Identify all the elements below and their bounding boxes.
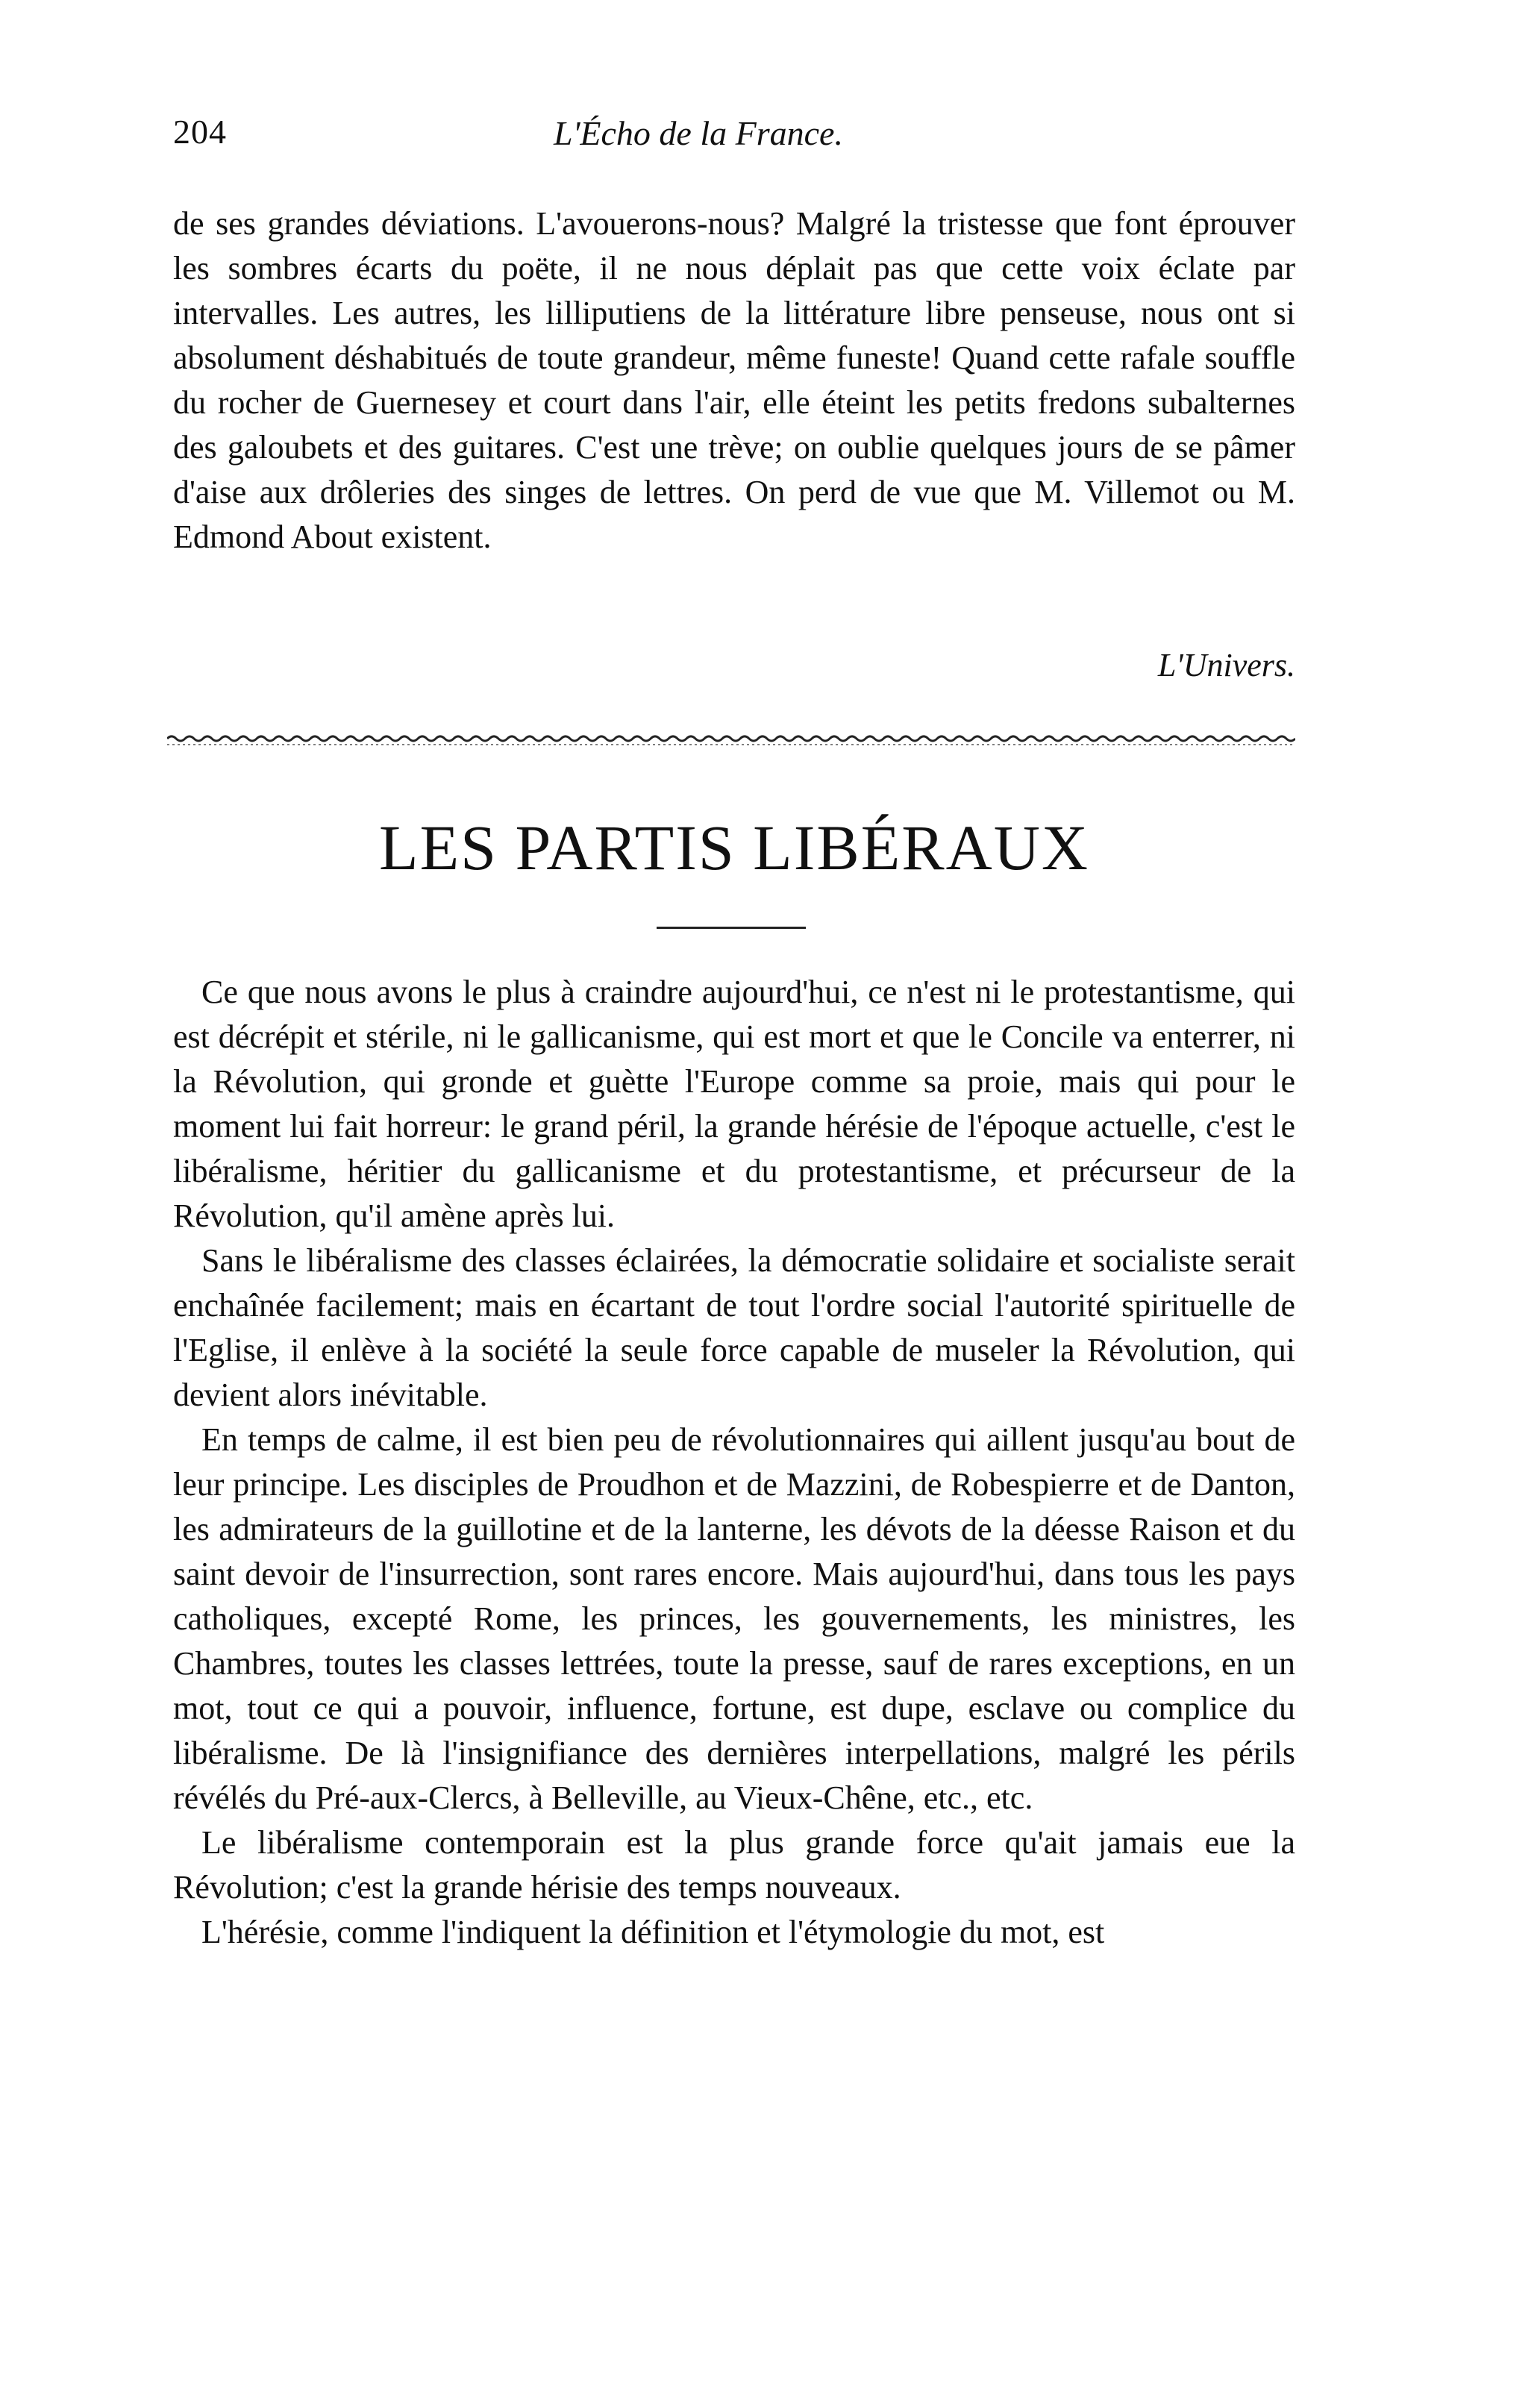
article-paragraph: L'hérésie, comme l'indiquent la définition et l'étymologie du mot, est	[201, 1914, 1105, 1950]
previous-article-paragraph: de ses grandes déviations. L'avouerons-nous? Malgré la tristesse que font éprouver les sombres écarts du poëte, il ne nous déplait pas que cette voix éclate par intervalles. Les autres, les lilliputiens de la littérature libre penseuse, nous ont si absolument déshabitués de toute grandeur, même funeste! Quand cette rafale souffle du rocher de Guernesey et court dans l'air, elle éteint les petits fredons subalternes des galoubets et des guitares. C'est une trève; on oublie quelques jours de se pâmer d'aise aux drôleries des singes de lettres. On perd de vue que M. Villemot ou M. Edmond About existent.	[173, 205, 1295, 555]
running-title: L'Écho de la France.	[554, 114, 843, 152]
article-title: LES PARTIS LIBÉRAUX	[379, 812, 1089, 883]
previous-article-ending	[173, 201, 1295, 560]
article-paragraph: Sans le libéralisme des classes éclairées, la démocratie solidaire et socialiste serait enchaînée facilement; mais en écartant de tout l'ordre social l'autorité spirituelle de l'Eglise, il enlève à la société la seule force capable de museler la Révolution, qui devient alors inévitable.	[173, 1242, 1295, 1413]
article-paragraph: En temps de calme, il est bien peu de révolutionnaires qui aillent jusqu'au bout de leur principe. Les disciples de Proudhon et de Mazzini, de Robespierre et de Danton, les admirateurs de la guillotine et de la lanterne, les dévots de la déesse Raison et du saint devoir de l'insurrection, sont rares encore. Mais aujourd'hui, dans tous les pays catholiques, excepté Rome, les princes, les gouvernements, les ministres, les Chambres, toutes les classes lettrées, toute la presse, sauf de rares exceptions, en un mot, tout ce qui a pouvoir, influence, fortune, est dupe, esclave ou complice du libéralisme. De là l'insignifiance des dernières interpellations, malgré les périls révélés du Pré-aux-Clercs, à Belleville, au Vieux-Chêne, etc., etc.	[173, 1421, 1295, 1816]
page-header	[173, 112, 1292, 172]
source-attribution: L'Univers.	[1157, 647, 1295, 683]
page-number: 204	[173, 113, 227, 151]
article-paragraph: Ce que nous avons le plus à craindre aujourd'hui, ce n'est ni le protestantisme, qui est décrépit et stérile, ni le gallicanisme, qui est mort et que le Concile va enterrer, ni la Révolution, qui gronde et guètte l'Europe comme sa proie, mais qui pour le moment lui fait horreur: le grand péril, la grande hérésie de l'époque actuelle, c'est le libéralisme, héritier du gallicanisme et du protestantisme, et précurseur de la Révolution, qu'il amène après lui.	[173, 974, 1295, 1234]
article-paragraph: Le libéralisme contemporain est la plus grande force qu'ait jamais eue la Révolution; c'est la grande hérisie des temps nouveaux.	[173, 1824, 1295, 1906]
article-body	[173, 970, 1295, 1955]
title-underline-rule	[657, 927, 806, 929]
ornamental-wavy-divider	[167, 731, 1295, 751]
